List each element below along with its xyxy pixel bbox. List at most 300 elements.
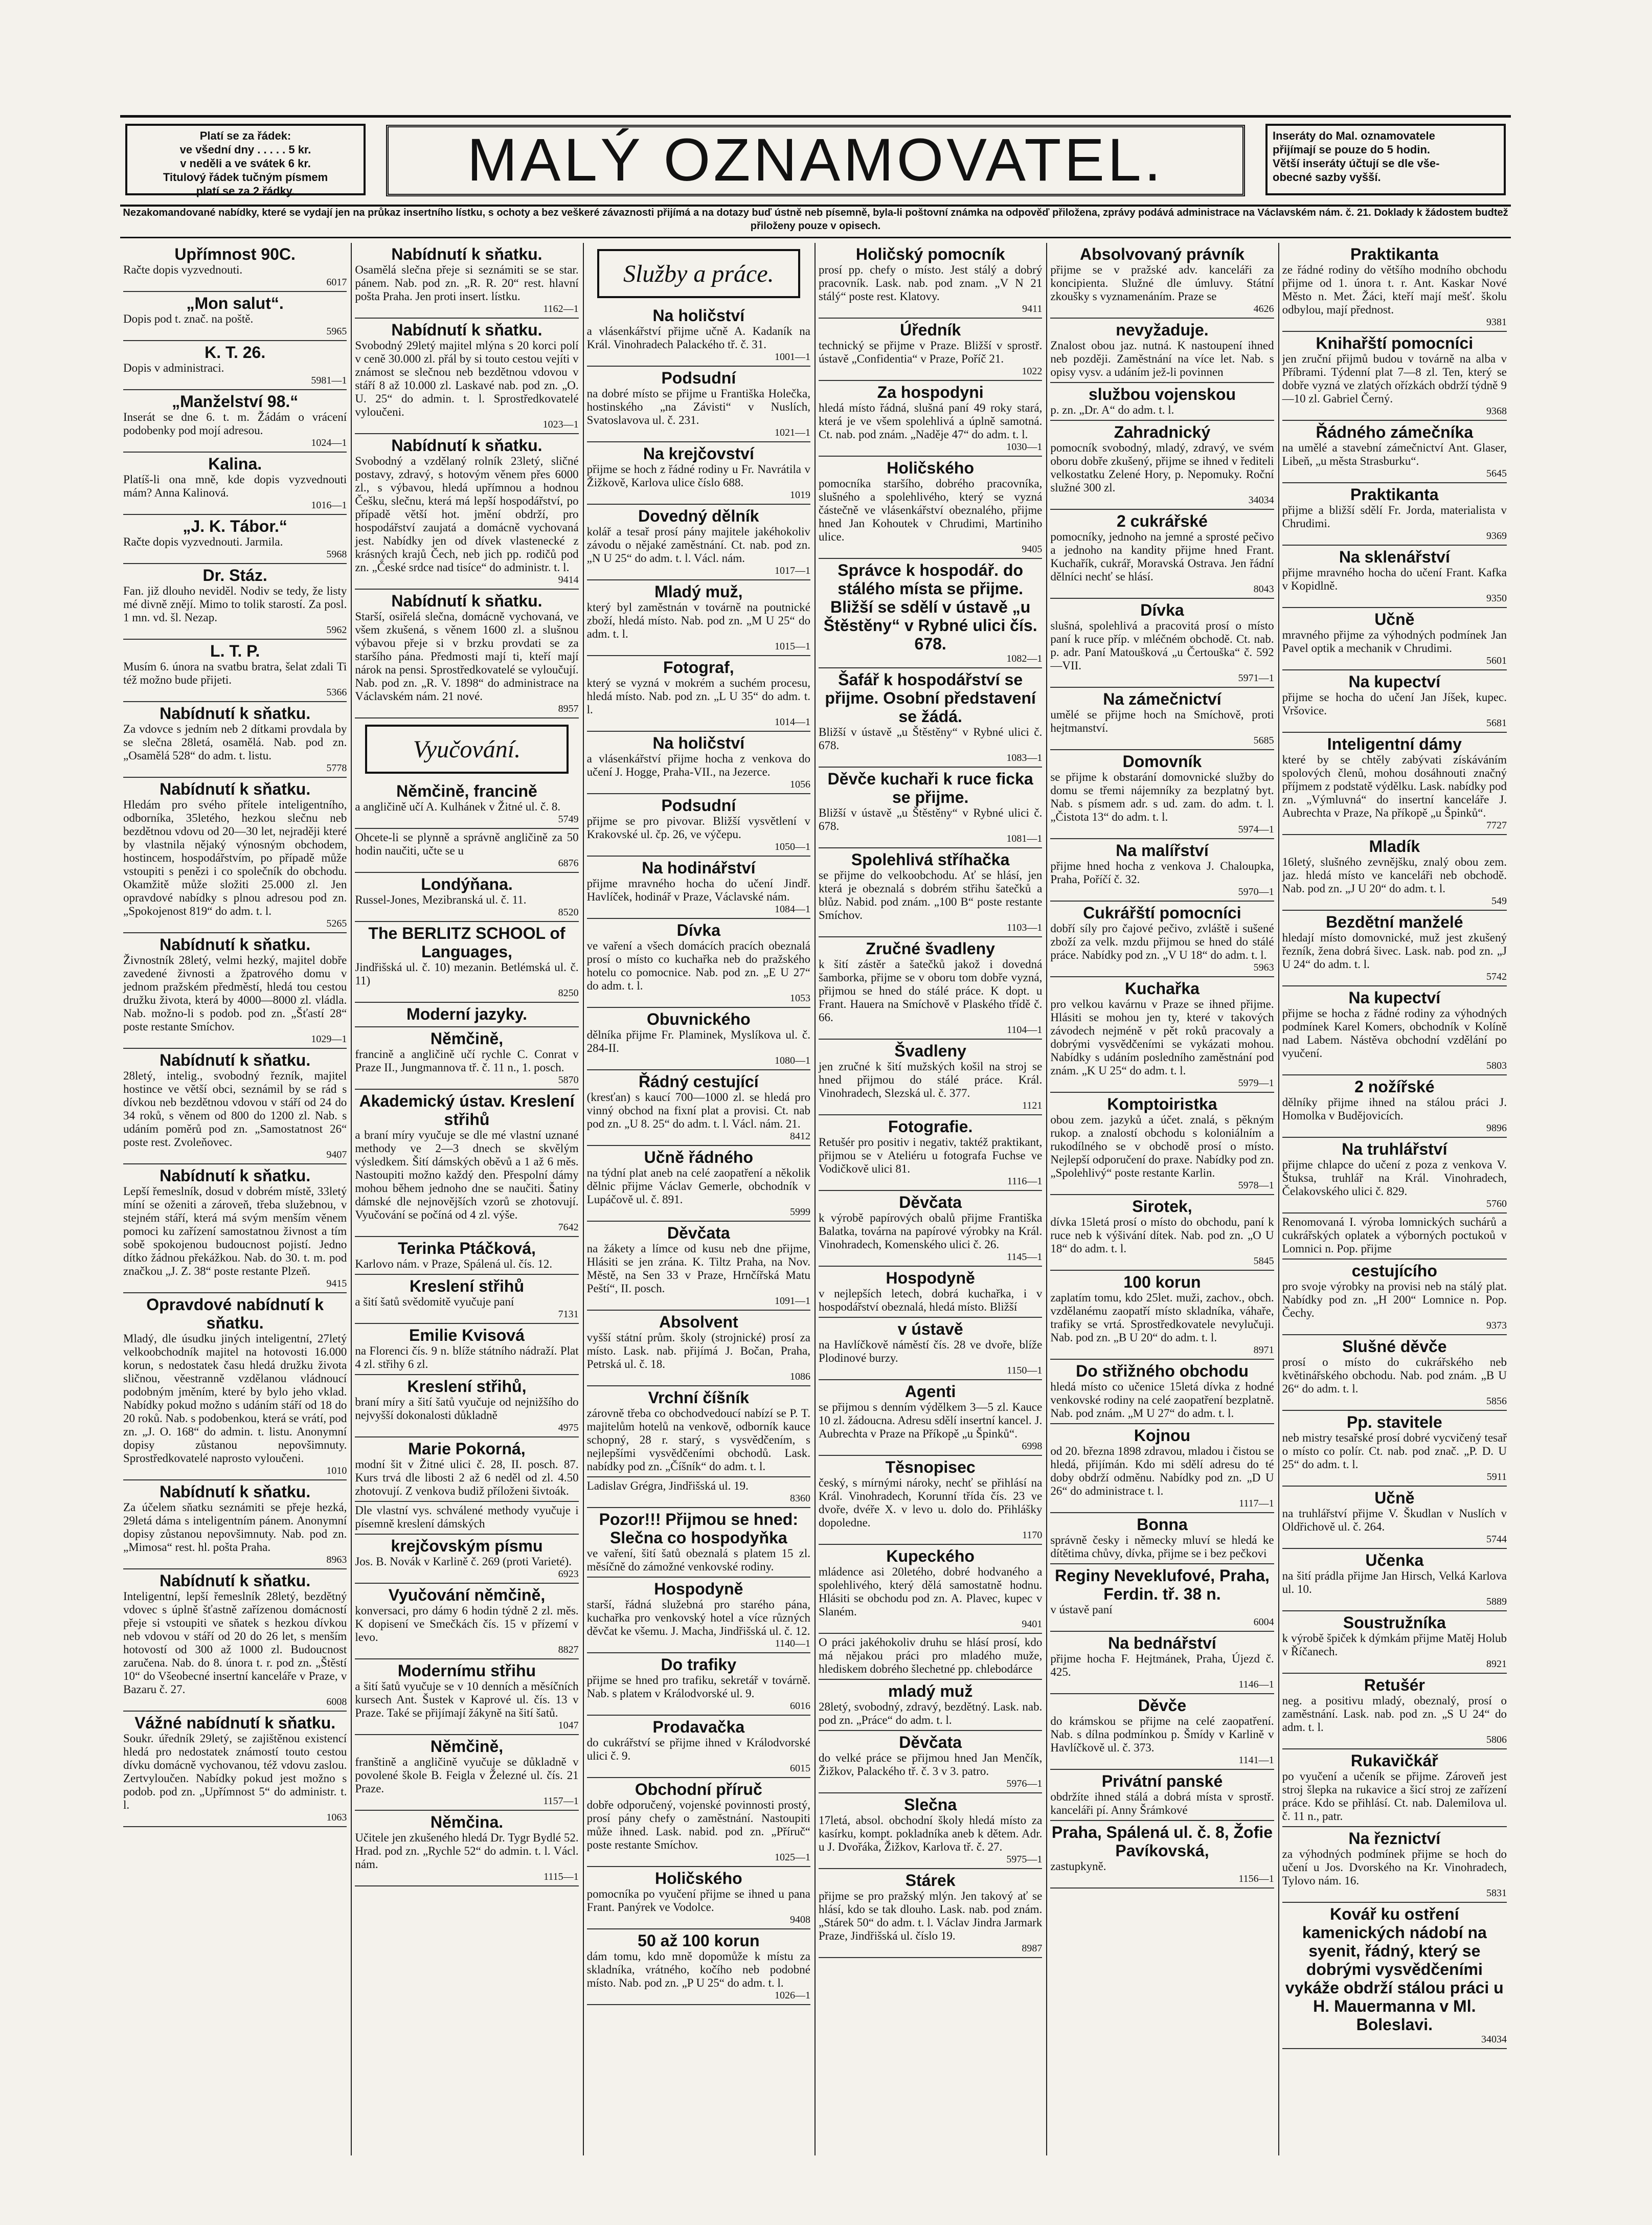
classified-ad — [819, 768, 1042, 848]
classified-ad — [355, 1090, 578, 1237]
classified-ad — [819, 937, 1042, 1040]
ad-text: který se vyzná v mokrém a suchém procesu, hledá místo. Nab. pod zn. „L U 35“ do adm. t. l. — [586, 677, 810, 716]
classified-ad — [1050, 383, 1274, 421]
ad-code: 5968 — [326, 549, 347, 560]
classified-ad — [819, 1634, 1042, 1680]
ad-code: 1115—1 — [544, 1871, 579, 1882]
ad-text: Ladislav Grégra, Jindřišská ul. 19. — [586, 1479, 749, 1492]
ad-code: 8043 — [1253, 583, 1274, 595]
classified-ad — [1050, 977, 1274, 1093]
ad-code: 1010 — [326, 1465, 347, 1476]
classified-ad — [1050, 1360, 1274, 1424]
classified-ad — [1050, 1424, 1274, 1513]
ad-code: 9369 — [1486, 530, 1507, 542]
ad-heading: Absolvovaný právník — [1080, 245, 1244, 263]
ad-heading: Na sklenářství — [1339, 548, 1450, 566]
ad-text: 28letý, intelig., svobodný řezník, majitel hostince ve větší obci, seznámil by se rád s dívkou neb bezdětnou vdovou v stáří od 24 do 34 roků, s věnem od 800 do 1200 zl. Nab. s udáním poměrů pod zn. „Samostatnost 26“ poste rest. Zvoleňovec. — [123, 1069, 347, 1149]
ad-code: 1081—1 — [1006, 833, 1043, 844]
classified-ad — [355, 1437, 578, 1502]
ad-text: na dobré místo se přijme u Františka Holečka, hostinského „na Závisti“ v Nuslích, Svatoslavova ul. č. 231. — [586, 387, 810, 426]
ad-code: 5976—1 — [1006, 1778, 1043, 1789]
ad-code: 8360 — [789, 1493, 810, 1504]
ad-text: dělníka přijme Fr. Plaminek, Myslíkova ul. č. 284-II. — [586, 1028, 810, 1054]
ad-heading: Učně — [1374, 610, 1415, 628]
ad-code: 9401 — [1022, 1619, 1043, 1630]
ad-code: 1024—1 — [311, 437, 347, 448]
ad-heading: Řádného zámečníka — [1316, 423, 1474, 441]
ad-heading: „Mon salut“. — [186, 294, 284, 312]
ad-text: jen zruční přijmů budou v továrně na alba v Příbrami. Týdenní plat 7—8 zl. Ten, který se dobře vyzná ve zlatých ořízkách obdrží týdně 9—10 zl. Gabriel Černý. — [1282, 352, 1507, 405]
ad-code: 9407 — [326, 1149, 347, 1160]
classified-ad — [587, 1386, 810, 1477]
classified-ad — [819, 381, 1042, 457]
ad-code: 6017 — [326, 277, 347, 288]
ad-heading: Absolvent — [659, 1313, 738, 1331]
ad-text: 16letý, slušného zevnějšku, znalý obou zem. jaz. hledá místo ve kanceláři neb obchodě. Nab. pod zn. „J U 20“ do adm. t. l. — [1282, 856, 1507, 895]
ad-text: Lepší řemeslník, dosud v dobrém místě, 33letý míní se oženiti a zároveň, třeba služebnou, v stejném stáří, která má svým menším věnem pomoci ku zařízení samostatnou živnost a tím sobě spokojenou budoucnost pojistí. Jedno dítko žádnou překážkou. Nab. do 30. t. m. pod značkou „J. Z. 38“ poste restante Plzeň. — [123, 1185, 347, 1277]
ad-code: 1091—1 — [774, 1295, 810, 1307]
classified-ad — [123, 778, 347, 933]
ad-text: obdržíte ihned stálá a dobrá místa v sprostř. kanceláři pí. Anny Šrámkové — [1050, 1790, 1274, 1816]
classified-ad — [1050, 1770, 1274, 1821]
ad-code: 1021—1 — [774, 427, 810, 438]
ad-heading: Fotograf, — [663, 658, 734, 677]
ad-code: 9350 — [1486, 593, 1507, 604]
ad-text: mravného přijme za výhodných podmínek Jan Pavel optik a mechanik v Chrudimi. — [1282, 628, 1507, 655]
classified-ad — [819, 668, 1042, 768]
ad-code: 5806 — [1486, 1734, 1507, 1745]
ad-text: pro velkou kavárnu v Praze se ihned přijme. Hlásiti se mohou jen ty, které v takových závodech nejméně v pět roků pracovaly a dobrými vysvědčeními se vykázati mohou. Nabídky s udáním posledního zaměstnání pod znám. „K U 25“ do adm. t. l. — [1050, 998, 1274, 1077]
ad-code: 9381 — [1486, 317, 1507, 328]
classified-ad — [1282, 608, 1507, 670]
ad-heading: Na krejčovství — [643, 444, 754, 463]
classified-ad — [1050, 1195, 1274, 1271]
classified-ad — [355, 434, 578, 590]
ad-heading: službou vojenskou — [1088, 385, 1236, 403]
classified-ad — [355, 1535, 578, 1584]
ad-heading: Nabídnutí k sňatku. — [160, 935, 311, 954]
classified-ad — [1050, 1093, 1274, 1195]
ad-text: který byl zaměstnán v továrně na poutnické zboží, hledá místo. Nab. pod zn. „M U 25“ do adm. t. l. — [586, 601, 810, 640]
classified-ad — [587, 1477, 810, 1508]
ad-text: dám tomu, kdo mně dopomůže k místu za skladníka, vrátného, kočího neb podobné místo. Nab. pod zn. „P U 25“ do adm. t. l. — [586, 1950, 810, 1989]
ad-text: franštině a angličině vyučuje se důkladně v povolené škole B. Feigla v Železné ul. čís. 21 Praze. — [355, 1756, 579, 1795]
ad-heading: Němčině, francině — [396, 782, 537, 800]
ad-code: 7131 — [558, 1309, 579, 1320]
ad-text: francině a angličině učí rychle C. Conrat v Praze II., Jungmannova tř. č. 11 n., 1. posch. — [355, 1048, 579, 1074]
ad-code: 5645 — [1486, 468, 1507, 479]
insertion-info-line: Inseráty do Mal. oznamovatele — [1273, 129, 1435, 142]
ad-heading: Bezdětní manželé — [1326, 913, 1463, 931]
ad-text: hledá místo řádná, slušná paní 49 roky stará, která je ve všem spolehlivá a úplně samotná. Ct. nab. pod znám. „Naděje 47“ do adm. t. l. — [819, 401, 1043, 441]
ad-code: 8921 — [1486, 1658, 1507, 1670]
classified-ad — [1282, 1075, 1507, 1138]
ad-text: Znalost obou jaz. nutná. K nastoupení ihned neb později. Zaměstnání na více let. Nab. s opisy vysv. a udáním jež-li povinnen — [1050, 339, 1274, 378]
ad-code: 1082—1 — [1006, 653, 1043, 664]
ad-text: pomocníka staršího, dobrého pracovníka, slušného a spolehlivého, který se vyzná částečně ve vlásenkářství obeznalého, přijme hned Jan Kohoutek v Chrudimi, Martiniho ulice. — [819, 477, 1043, 543]
classified-ad — [355, 829, 578, 873]
classified-ad — [819, 243, 1042, 319]
ad-text: 17letá, absol. obchodní školy hledá místo za kasírku, kompt. pokladníka aneb k dětem. Adr. u J. Dvořáka, Žižkov, Karlova tř. č. 27. — [819, 1814, 1043, 1853]
ad-code: 9405 — [1022, 544, 1043, 555]
classified-ad — [587, 1716, 810, 1778]
classified-ad — [1282, 733, 1507, 835]
classified-ad — [819, 1731, 1042, 1793]
ad-text: český, s mírnými nároky, nechť se přihlásí na Král. Vinohradech, Korunní třída čís. 23 ve dvoře, dvéře X. v levo u. dolo do. Přihlášky dopoledne. — [819, 1476, 1043, 1529]
ad-code: 1019 — [789, 489, 810, 501]
ad-code: 5749 — [558, 814, 579, 825]
ad-code: 1001—1 — [774, 351, 810, 363]
ad-heading: Sirotek, — [1132, 1197, 1192, 1216]
ad-heading: 50 až 100 korun — [638, 1931, 760, 1950]
ad-text: slušná, spolehlivá a pracovitá prosí o místo paní k ruce příp. v mléčném obchodě. Ct. nab. p. adr. Paní Matoušková „u Čertouška“ č. 592—VII. — [1050, 619, 1274, 672]
ad-heading: Holičského — [654, 1869, 742, 1887]
ad-code: 1162—1 — [543, 303, 579, 314]
ad-heading: Kupeckého — [886, 1547, 975, 1565]
ad-heading: Terinka Ptáčková, — [398, 1239, 536, 1257]
ad-heading: Učně — [1374, 1489, 1415, 1507]
ad-heading: Domovník — [1122, 752, 1202, 771]
ad-text: na Florenci čís. 9 n. blíže státního nádraží. Plat 4 zl. střihy 6 zl. — [355, 1344, 579, 1370]
ad-code: 1026—1 — [774, 1990, 810, 2001]
classified-ad — [1050, 1513, 1274, 1564]
ad-text: Dle vlastní vys. schválené methody vyučuje i písemně kreslení dámských — [355, 1504, 579, 1530]
ad-code: 5889 — [1486, 1596, 1507, 1607]
ad-text: Bližší v ústavě „u Štěstěny“ v Rybné ulici č. 678. — [819, 726, 1043, 752]
classified-ad — [819, 1040, 1042, 1115]
ad-text: Soukr. úředník 29letý, se zajištěnou existencí hledá pro nedostatek známostí touto cestou dívku domácně vychovanou, též vdovu zaslou. Zertvyloučen. Nabídky pokud jest možno s podob. pod zn. „Upřímnost 5“ do administr. t. l. — [123, 1732, 347, 1811]
classified-ad — [123, 1049, 347, 1164]
classified-ad — [1050, 902, 1274, 977]
ad-code: 5978—1 — [1238, 1180, 1274, 1191]
ad-heading: Nabídnutí k sňatku. — [160, 1051, 311, 1069]
classified-ad — [819, 1869, 1042, 1958]
ad-code: 1104—1 — [1007, 1024, 1043, 1036]
classified-ad — [587, 1578, 810, 1653]
ad-heading: Obuvnického — [646, 1010, 751, 1028]
ad-code: 1121 — [1022, 1100, 1043, 1111]
ad-code: 8250 — [558, 987, 579, 999]
ad-code: 5845 — [1253, 1255, 1274, 1267]
ad-code: 1014—1 — [774, 716, 810, 728]
ad-code: 5778 — [326, 762, 347, 774]
ad-heading: Kojnou — [1134, 1426, 1191, 1445]
ad-heading: Pp. stavitele — [1346, 1413, 1442, 1431]
ad-heading: Kuchařka — [1125, 979, 1200, 998]
ad-text: Svobodný a vzdělaný rolník 23letý, sličné postavy, zdravý, s hotovým věnem přes 6000 zl., s výbavou, hledá upřímnou a hodnou Češku, slečnu, která má lepší hospodářství, po případě větší hot. jmění obdrží, pro hospodářství zaujatá a domácně vychovaná jest. Nabídky jen od dívek vlastenecké z krásných krajů Čech, neb jich pp. rodičů pod zn. „České srdce nad tisíce“ do administr. t. l. — [355, 455, 579, 574]
ad-code: 7727 — [1486, 820, 1507, 831]
classified-ad — [123, 1164, 347, 1293]
ad-heading: Nabídnutí k sňatku. — [160, 704, 311, 723]
classified-ad — [1282, 1827, 1507, 1903]
ad-heading: Inteligentní dámy — [1327, 735, 1462, 753]
ad-text: pomocníka po vyučení přijme se ihned u pana Frant. Panýrek ve Vodolce. — [586, 1887, 810, 1914]
ad-heading: Děvče — [1138, 1696, 1187, 1715]
ad-text: Starší, osiřelá slečna, domácně vychovaná, ve všem zkušená, s věnem 1600 zl. a slušnou výbavou přeje si v brzku provdati se za staršího pána. Předmosti mají ti, kteří mají nárok na pensi. Sprostředkovatelé se vyloučují. Nab. pod zn. „R. V. 1898“ do administrace na Václavském nám. 21 nové. — [355, 610, 579, 703]
ad-code: 4975 — [558, 1422, 579, 1433]
ad-text: přijme se pro pivovar. Bližší vysvětlení v Krakovské ul. čp. 26, ve výčepu. — [586, 815, 810, 841]
classified-ad — [819, 319, 1042, 381]
ad-heading: Opravdové nabídnutí k sňatku. — [146, 1295, 324, 1332]
classified-ad — [355, 319, 578, 434]
classified-ad — [123, 1712, 347, 1827]
ad-code: 1116—1 — [1007, 1176, 1043, 1187]
ad-heading: Pozor!!! Přijmou se hned: Slečna co hospodyňka — [599, 1510, 798, 1547]
ad-code: 1157—1 — [543, 1795, 579, 1807]
ad-text: jen zručné k šití mužských košil na stroj se hned přijmou do stálé práce. Král. Vinohradech, Slezská ul. č. 377. — [819, 1060, 1043, 1099]
ad-code: 1016—1 — [311, 500, 347, 511]
ad-code: 8987 — [1022, 1943, 1043, 1954]
pricing-line: platí se za 2 řádky. — [196, 185, 295, 197]
ad-code: 5685 — [1253, 735, 1274, 746]
ad-code: 1053 — [789, 993, 810, 1004]
ad-code: 1084—1 — [774, 904, 810, 915]
classified-ad — [355, 243, 578, 319]
classified-ad — [587, 1508, 810, 1578]
ad-heading: cestujícího — [1351, 1262, 1437, 1280]
classified-ad — [819, 848, 1042, 937]
ad-code: 9408 — [789, 1914, 810, 1925]
classified-ad — [819, 1191, 1042, 1267]
classified-ad — [123, 515, 347, 564]
ad-code: 1080—1 — [774, 1055, 810, 1066]
pricing-line: ve všední dny . . . . . 5 kr. — [179, 143, 311, 156]
classified-ad — [355, 873, 578, 922]
ad-heading: Dovedný dělník — [638, 507, 759, 525]
ad-text: Živnostník 28letý, velmi hezký, majitel dobře zavedené živnosti a žpatrového domu v jednom pražském předměstí, hledá tou cestou družku života, která by 4000—8000 zl. vládla. Nab. možno-li s podob. pod zn. „Šťastí 28“ poste restante Smíchov. — [123, 954, 347, 1033]
ad-code: 7642 — [558, 1222, 579, 1233]
ad-code: 1056 — [789, 779, 810, 790]
classified-ad — [355, 590, 578, 718]
ad-heading: Nabídnutí k sňatku. — [160, 780, 311, 798]
ad-code: 5870 — [558, 1074, 579, 1086]
classified-ad — [1282, 1674, 1507, 1749]
classified-ad — [123, 1480, 347, 1569]
classified-ad — [1282, 1487, 1507, 1549]
ad-heading: Praktikanta — [1350, 485, 1439, 504]
ad-heading: Řádný cestující — [638, 1072, 759, 1091]
ad-code: 5975—1 — [1006, 1854, 1043, 1865]
ad-heading: Praha, Spálená ul. č. 8, Žofie Pavíkovská, — [1051, 1823, 1273, 1860]
ad-text: dívka 15letá prosí o místo do obchodu, paní k ruce neb k výšivání dítek. Nab. pod zn. „O U 18“ do adm. t. l. — [1050, 1216, 1274, 1255]
ad-code: 1117—1 — [1239, 1498, 1274, 1509]
classified-ad — [1282, 986, 1507, 1075]
classified-ad — [1282, 332, 1507, 421]
ad-text: Karlovo nám. v Praze, Spálená ul. čís. 12. — [355, 1257, 553, 1270]
ad-heading: 100 korun — [1123, 1273, 1201, 1291]
ad-heading: Dívka — [676, 921, 721, 939]
ad-text: konversaci, pro dámy 6 hodin týdně 2 zl. měs. K dopisení ve Smečkách čís. 15 v přízemí v levo. — [355, 1604, 579, 1644]
ad-text: přijme se hocha do učení Jan Jíšek, kupec. Vršovice. — [1282, 691, 1507, 717]
classified-ad — [123, 292, 347, 341]
ad-code: 5979—1 — [1238, 1077, 1274, 1089]
ad-heading: Na holičství — [652, 734, 745, 752]
ad-heading: Děvčata — [899, 1733, 962, 1751]
ad-code: 1017—1 — [774, 565, 810, 576]
classified-ad — [123, 640, 347, 702]
ad-heading: Vrchní číšník — [648, 1388, 750, 1407]
ads-column — [1279, 243, 1511, 2155]
ad-code: 8963 — [326, 1554, 347, 1565]
ad-code: 5760 — [1486, 1198, 1507, 1209]
section-heading: Služby a práce. — [597, 249, 800, 298]
ad-heading: „Manželství 98.“ — [172, 392, 299, 411]
classified-ad — [587, 505, 810, 580]
classified-ad — [355, 922, 578, 1003]
ad-heading: Holičský pomocník — [855, 245, 1005, 263]
insertion-info-box — [1265, 124, 1506, 195]
classified-ad — [355, 780, 578, 829]
classified-ad — [587, 1070, 810, 1146]
ad-text: správně česky i německy mluví se hledá ke dítětima chůvy, dívka, přijme se i bez pečkovi — [1050, 1534, 1274, 1560]
ad-code: 34034 — [1481, 2034, 1507, 2045]
ad-heading: Do trafiky — [661, 1655, 737, 1674]
ad-code: 5999 — [789, 1206, 810, 1218]
ad-text: které by se chtěly zabývati získáváním spolových členů, mohou dosáhnouti značný příjmem z podstatě výdělku. Lask. nabídky pod zn. „Výmluvná“ do insertní kanceláře J. Aubrechta v Praze, Na příkopě „u Špinků“. — [1282, 753, 1507, 819]
ad-text: Za vdovce s jedním neb 2 dítkami provdala by se slečna 28letá, osamělá. Nab. pod zn. „Osamělá 528“ do adm. t. listu. — [123, 723, 347, 762]
ad-text: technický se přijme v Praze. Bližší v sprostř. ústavě „Confidentia“ v Praze, Poříč 21. — [819, 339, 1043, 365]
ad-heading: Dívka — [1140, 601, 1184, 619]
classified-ad — [1282, 1611, 1507, 1674]
ad-text: hledá místo co učenice 15letá dívka z hodné venkovské rodiny na celé zaopatření bezplatně. Nab. pod znám. „M U 27“ do adm. t. l. — [1050, 1380, 1274, 1420]
classified-ad — [355, 1003, 578, 1027]
ad-code: 1141—1 — [1238, 1755, 1274, 1766]
ad-heading: Zahradnický — [1114, 423, 1211, 441]
ad-code: 1150—1 — [1007, 1365, 1043, 1376]
ad-code: 1083—1 — [1006, 752, 1043, 763]
ad-code: 1103—1 — [1007, 922, 1043, 933]
classified-ad — [1050, 1632, 1274, 1694]
classified-ad — [1282, 835, 1507, 911]
ad-text: ve vaření, šití šatů obeznalá s platem 15 zl. měsíčně do zámožné venkovské rodiny. — [586, 1547, 810, 1573]
ad-code: 5963 — [1253, 962, 1274, 973]
ad-code: 6876 — [558, 858, 579, 869]
ad-heading: L. T. P. — [210, 642, 260, 660]
ad-text: v ústavě paní — [1050, 1603, 1113, 1616]
ad-code: 1050—1 — [774, 841, 810, 852]
insertion-info-line: přijímají se pouze do 5 hodin. — [1273, 143, 1431, 156]
ads-columns — [120, 243, 1511, 2155]
ad-heading: Vyučování němčině, — [388, 1586, 546, 1604]
ad-text: a angličině učí A. Kulhánek v Žitné ul. č. 8. — [355, 800, 561, 813]
classified-ad — [1050, 688, 1274, 750]
ad-text: Ohcete-li se plynně a správně angličině za 50 hodin naučiti, učte se u — [355, 831, 579, 857]
ad-heading: Hospodyně — [886, 1269, 975, 1287]
classified-ad — [123, 390, 347, 453]
ad-heading: Holičského — [887, 459, 975, 477]
classified-ad — [587, 304, 810, 367]
ad-heading: Nabídnutí k sňatku. — [391, 436, 542, 455]
classified-ad — [1282, 1549, 1507, 1611]
classified-ad — [587, 857, 810, 919]
ad-text: přijme hned hocha z venkova J. Chaloupka, Praha, Poříčí č. 32. — [1050, 860, 1274, 886]
ad-text: Za účelem sňatku seznámiti se přeje hezká, 29letá dáma s inteligentním pánem. Anonymní dopisy zůstanou nepovšimnuty. Nab. pod zn. „Mimosa“ rest. hl. pošta Praha. — [123, 1501, 347, 1554]
ad-text: a vlásenkářství přijme hocha z venkova do učení J. Hogge, Praha-VII., na Jezerce. — [586, 752, 810, 778]
ad-text: pomocníky, jednoho na jemné a sprosté pečivo a jednoho na kandity přijme hned Frant. Kuchařík, cukrář, Moravská Ostrava. Jen řádní dělníci nechť se hlásí. — [1050, 530, 1274, 583]
ad-code: 5742 — [1486, 971, 1507, 982]
classified-ad — [587, 1778, 810, 1867]
classified-ad — [587, 656, 810, 732]
ad-heading: Nabídnutí k sňatku. — [391, 321, 542, 339]
ad-heading: Učenka — [1365, 1551, 1424, 1569]
classified-ad — [587, 367, 810, 442]
ad-heading: Na kupectví — [1348, 672, 1441, 691]
classified-ad — [1050, 839, 1274, 902]
ad-text: zaplatím tomu, kdo 25let. muži, zachov., obch. vzdělanému zaopatří místo skladníka, váhaře, trafiky se vrtá. Sprostředkovatele nevylučuji. Nab. pod zn. „B U 20“ do adm. t. l. — [1050, 1291, 1274, 1344]
ad-heading: Upřímnost 90C. — [174, 245, 296, 263]
ad-text: Russel-Jones, Mezibranská ul. č. 11. — [355, 893, 527, 906]
classified-ad — [819, 1267, 1042, 1318]
ads-column — [1047, 243, 1279, 2155]
ad-text: prosí o místo do cukrářského neb květinářského obchodu. Nab. pod znám. „B U 26“ do adm. t. l. — [1282, 1356, 1507, 1395]
ad-heading: Stárek — [905, 1871, 956, 1890]
ad-heading: Na zámečnictví — [1103, 690, 1221, 708]
ad-text: k výrobě papírových obalů přijme Františka Balatka, továrna na papírové výrobky na Král. Vinohradech, Komenského ulici č. 26. — [819, 1211, 1043, 1251]
ad-heading: Prodavačka — [652, 1718, 745, 1736]
ad-code: 5831 — [1486, 1887, 1507, 1899]
ad-code: 1063 — [326, 1812, 347, 1823]
ad-text: Mladý, dle úsudku jiných inteligentní, 27letý velkoobchodník majitel na hotovosti 16.000 korun, s nedostatek času hledá družku života sličnou, věestranně vzdělanou vládnoucí podobným jměním, které by bylo jeho vklad. Nabídky pokud možno s udáním stáří od 18 do 20 roků. Nab. s podobenkou, která se vrátí, pod zn. „J. O. 168“ do admin. t. listu. Anonymní dopisy zůstanou nepovšimnuty. Sprostředkovatelé naprosto vyloučeni. — [123, 1332, 347, 1465]
ad-code: 5681 — [1486, 717, 1507, 729]
classified-ad — [819, 457, 1042, 559]
ad-text: Učitele jen zkušeného hledá Dr. Tygr Bydlé 52. Hrad. pod zn. „Rychle 52“ do admin. t. l. Václ. nám. — [355, 1831, 579, 1871]
ad-text: a vlásenkářství přijme učně A. Kadaník na Král. Vinohradech Palackého tř. č. 31. — [586, 325, 810, 351]
ad-text: kolář a tesař prosí pány majitele jakéhokoliv závodu o nějaké zaměstnání. Ct. nab. pod zn. „N U 25“ do adm. t. l. Václ. nám. — [586, 525, 810, 565]
classified-ad — [587, 580, 810, 656]
classified-ad — [1282, 670, 1507, 733]
ad-code: 34034 — [1248, 495, 1274, 506]
ad-code: 5803 — [1486, 1060, 1507, 1071]
page-title: MALÝ OZNAMOVATEL. — [386, 125, 1245, 196]
ad-heading: Správce k hospodář. do stálého místa se přijme. Bližší se sdělí v ústavě „u Štěstěny“ v Rybné ulici čís. 678. — [823, 561, 1037, 653]
ad-code: 8827 — [558, 1644, 579, 1655]
classified-ad — [819, 559, 1042, 668]
ad-heading: Na holičství — [652, 306, 745, 325]
classified-ad — [123, 243, 347, 292]
ad-text: na Havlíčkově náměstí čís. 28 ve dvoře, blíže Plodinové burzy. — [819, 1338, 1043, 1364]
ad-text: do krámskou se přijme na celé zaopatření. Nab. s dílna podmínkou p. Šmídy v Karlině v Havlíčkově ul. č. 373. — [1050, 1715, 1274, 1754]
classified-ad — [1050, 599, 1274, 688]
notice-text: Nezakomandované nabídky, které se vydají jen na průkaz insertního lístku, s ochoty a bez veškeré závaznosti přijímá a na dotazy buď ústně neb písemně, byla-li poštovní známka na odpověď přiložena, zprávy podává administrace na Václavském nám. č. 21. Doklady k žádostem budtež přiloženy pouze v opisech. — [120, 206, 1511, 238]
ad-code: 1023—1 — [542, 419, 579, 430]
ad-heading: Slušné děvče — [1342, 1337, 1447, 1356]
ad-heading: Němčině, — [430, 1737, 504, 1756]
ad-text: prosí pp. chefy o místo. Jest stálý a dobrý pracovník. Lask. nab. pod znam. „V N 21 stálý“ poste rest. Klatovy. — [819, 263, 1043, 303]
ad-text: Račte dopis vyzvednouti. Jarmila. — [123, 535, 283, 548]
ad-heading: Cukrářští pomocníci — [1083, 904, 1241, 922]
ad-heading: Fotografie. — [888, 1117, 973, 1136]
ad-heading: Emilie Kvisová — [409, 1326, 525, 1344]
ad-code: 5965 — [326, 326, 347, 337]
classified-ad — [123, 1569, 347, 1712]
ad-heading: Retušér — [1364, 1676, 1425, 1694]
ad-text: k šití zástěr a šatečků jakož i dovedná šamborka, přijme se v oboru tom dobře vyzná, přijmou se hned do stálé práce. K dopt. u Frant. Hauera na Smíchově v Plaského třídě č. 66. — [819, 958, 1043, 1024]
ad-heading: Hospodyně — [654, 1580, 743, 1598]
ad-code: 9368 — [1486, 406, 1507, 417]
ad-heading: 2 cukrářské — [1117, 512, 1208, 530]
ad-text: do velké práce se přijmou hned Jan Menčík, Žižkov, Palackého tř. č. 3 v 3. patro. — [819, 1751, 1043, 1778]
ad-code: 1022 — [1022, 366, 1043, 377]
ad-heading: Na řeznictví — [1348, 1829, 1441, 1848]
ad-heading: Učně řádného — [644, 1148, 753, 1166]
classified-ad — [819, 1115, 1042, 1191]
ad-heading: Nabídnutí k sňatku. — [391, 245, 542, 263]
classified-ad — [355, 1502, 578, 1535]
classified-ad — [1282, 421, 1507, 483]
classified-ad — [587, 1867, 810, 1929]
ad-text: Inserát se dne 6. t. m. Žádám o vrácení podobenky pod mojí adresou. — [123, 411, 347, 437]
ad-text: Dopis v administraci. — [123, 362, 224, 374]
